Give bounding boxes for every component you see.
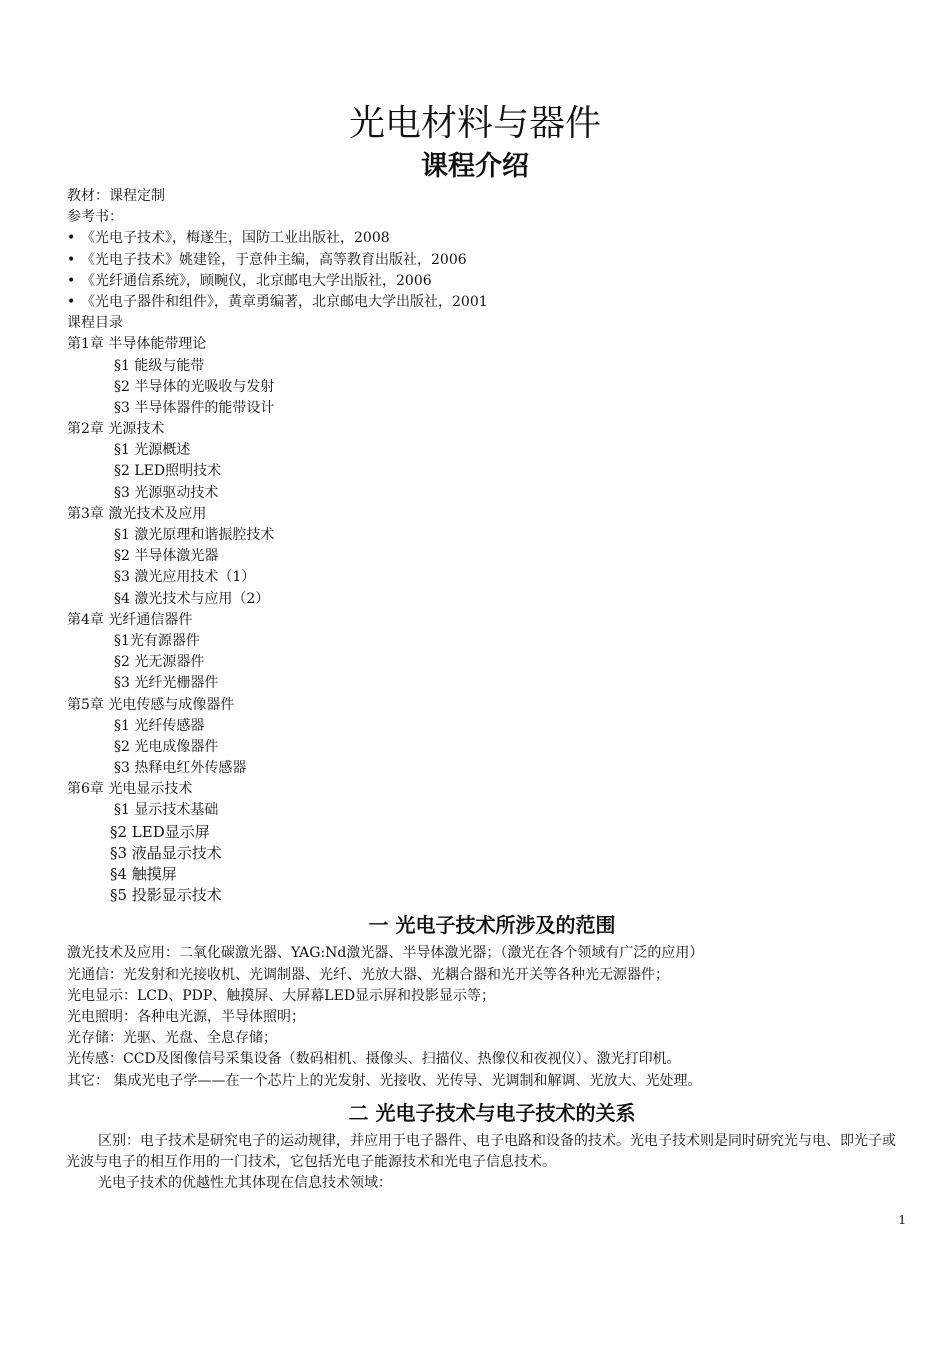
page-number: 1	[898, 1213, 906, 1227]
scope-line: 光电显示：LCD、PDP、触摸屏、大屏幕LED显示屏和投影显示等；	[67, 987, 496, 1004]
bullet-icon: •	[67, 293, 76, 310]
section-item: §1 能级与能带	[114, 357, 205, 374]
scope-line: 光通信：光发射和光接收机、光调制器、光纤、光放大器、光耦合器和光开关等各种光无源器件；	[67, 966, 669, 983]
textbook-line: 教材：课程定制	[67, 188, 165, 204]
section-item: §2 光无源器件	[114, 654, 205, 671]
toc-label: 课程目录	[67, 315, 123, 332]
reference-item: • 《光电子技术》，梅遂生，国防工业出版社，2008	[67, 228, 917, 249]
document-title: 光电材料与器件	[348, 103, 601, 144]
section-item: §1 显示技术基础	[114, 802, 219, 819]
document-subtitle: 课程介绍	[421, 151, 529, 182]
bullet-icon: •	[67, 272, 76, 289]
section-item: §5 投影显示技术	[110, 886, 222, 905]
scope-list	[67, 943, 917, 1091]
document-body	[67, 186, 917, 1194]
references-label: 参考书：	[67, 209, 123, 226]
section-item: §3 光源驱动技术	[114, 484, 219, 501]
scope-line: 其它： 集成光电子学——在一个芯片上的光发射、光接收、光传导、光调制和解调、光放大、光处理。	[67, 1072, 702, 1089]
section-item: §1 光源概述	[114, 442, 191, 459]
section-item: §3 热释电红外传感器	[114, 760, 247, 777]
chapter-title: 第3章 激光技术及应用	[67, 505, 207, 522]
scope-line: 激光技术及应用：二氧化碳激光器、YAG:Nd激光器、半导体激光器；（激光在各个领域有广泛的应用）	[67, 945, 704, 962]
scope-line: 光存储：光驱、光盘、全息存储；	[67, 1030, 277, 1047]
section-item: §3 半导体器件的能带设计	[114, 399, 275, 416]
section-item: §4 触摸屏	[110, 865, 177, 883]
paragraph: 区别：电子技术是研究电子的运动规律，并应用于电子器件、电子电路和设备的技术。光电子技术则是同时研究光与电、即光子或光波与电子的相互作用的一门技术，它包括光电子能源技术和光电子信息技术。	[66, 1132, 896, 1170]
bullet-icon: •	[67, 251, 76, 268]
chapter-title: 第1章 半导体能带理论	[67, 336, 207, 353]
table-of-contents	[67, 334, 917, 906]
bullet-icon: •	[67, 230, 76, 247]
section-item: §2 LED显示屏	[110, 822, 210, 841]
reference-list	[67, 228, 917, 313]
section-item: §2 LED照明技术	[114, 463, 222, 480]
reference-item: • 《光电子器件和组件》，黄章勇编著，北京邮电大学出版社，2001	[67, 292, 917, 313]
section-item: §2 半导体的光吸收与发射	[114, 378, 275, 395]
chapter-title: 第6章 光电显示技术	[67, 781, 193, 798]
section-item: §1 光纤传感器	[114, 717, 205, 734]
section-item: §3 激光应用技术（1）	[114, 569, 256, 586]
section-heading: 二 光电子技术与电子技术的关系	[348, 1100, 636, 1125]
section-item: §1光有源器件	[114, 632, 200, 649]
chapter-title: 第5章 光电传感与成像器件	[67, 696, 235, 713]
section-item: §4 激光技术与应用（2）	[114, 590, 270, 607]
section-item: §2 半导体激光器	[114, 548, 219, 565]
section-item: §1 激光原理和谐振腔技术	[114, 527, 275, 543]
section-item: §2 光电成像器件	[114, 738, 219, 755]
chapter-title: 第4章 光纤通信器件	[67, 611, 193, 628]
chapter-title: 第2章 光源技术	[67, 421, 165, 438]
section-item: §3 液晶显示技术	[110, 843, 222, 862]
reference-item: • 《光电子技术》姚建铨，于意仲主编，高等教育出版社，2006	[67, 250, 917, 271]
reference-item: • 《光纤通信系统》，顾畹仪，北京邮电大学出版社，2006	[67, 271, 917, 292]
section-item: §3 光纤光栅器件	[114, 675, 219, 692]
section-heading: 一 光电子技术所涉及的范围	[368, 913, 616, 938]
scope-line: 光传感：CCD及图像信号采集设备（数码相机、摄像头、扫描仪、热像仪和夜视仪）、激光打印机。	[67, 1051, 681, 1068]
scope-line: 光电照明：各种电光源，半导体照明；	[67, 1008, 305, 1025]
paragraph: 光电子技术的优越性尤其体现在信息技术领域：	[98, 1174, 392, 1191]
